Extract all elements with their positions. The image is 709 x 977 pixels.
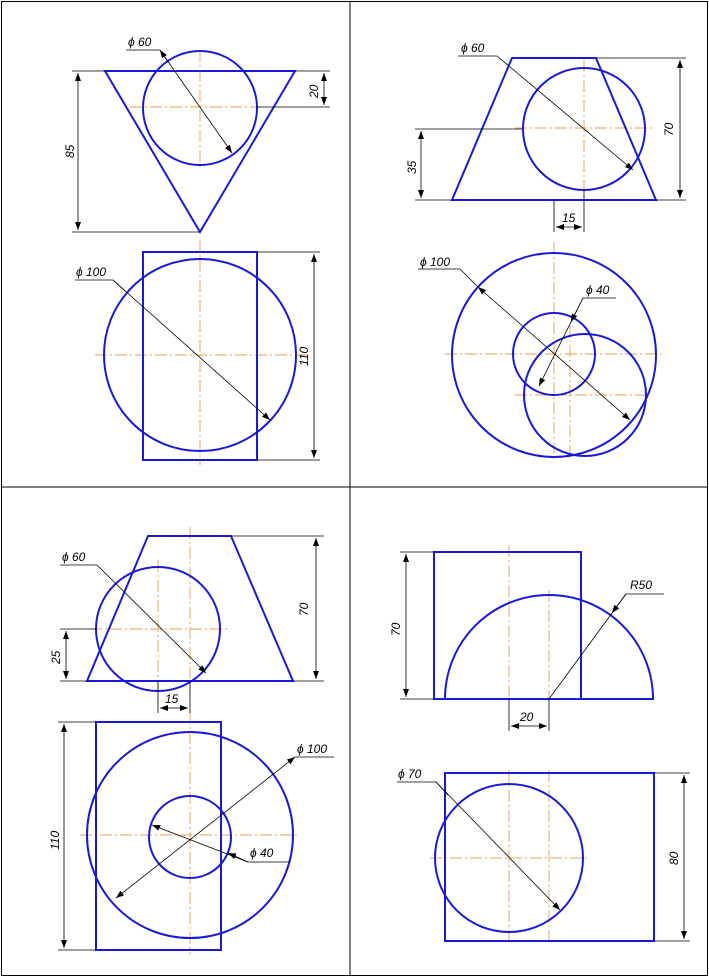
dimension-70 [231,536,324,681]
label-15: 15 [562,211,576,225]
dimension-80 [654,773,690,941]
label-110: 110 [48,830,62,850]
dimension-25 [49,629,96,681]
label-phi40: ϕ 40 [250,846,274,860]
dimension-phi60 [60,550,206,673]
label-85: 85 [63,144,77,158]
dimension-phi100 [116,742,334,898]
view-4 [389,545,690,941]
dimension-15 [554,190,584,232]
centerlines [95,50,310,465]
label-80: 80 [667,851,681,865]
label-phi60: ϕ 60 [128,35,152,49]
dimension-85 [63,71,200,232]
label-20: 20 [307,84,321,98]
label-20: 20 [520,710,534,724]
label-phi60: ϕ 60 [461,41,485,55]
label-15: 15 [165,692,179,706]
sphere-circle [143,51,257,165]
label-70: 70 [662,122,676,136]
dimension-35 [405,129,522,200]
label-phi70: ϕ 70 [398,767,422,781]
label-R50: R50 [630,578,653,592]
label-phi100: ϕ 100 [420,255,451,269]
label-35: 35 [405,160,419,174]
label-70: 70 [389,622,403,636]
label-25: 25 [49,650,63,664]
prism-rectangle [434,552,581,699]
view-1 [63,35,330,465]
dimension-70 [596,58,686,200]
dimension-110 [257,252,320,460]
view-2 [405,41,686,460]
sheet-frame [2,2,708,976]
dimension-20 [509,699,549,731]
label-phi100: ϕ 100 [297,742,328,756]
label-phi100: ϕ 100 [76,265,107,279]
base-rectangle [445,773,654,941]
dimension-phi60 [458,41,633,170]
label-70: 70 [297,602,311,616]
centerlines [445,60,663,460]
dimension-20 [256,71,330,107]
centerlines [80,527,298,955]
dimension-70 [389,552,434,699]
label-phi40: ϕ 40 [586,283,610,297]
view-3 [48,527,334,955]
dimension-110 [48,722,96,950]
label-110: 110 [297,346,311,366]
prism-rectangle [96,722,221,950]
label-phi60: ϕ 60 [62,550,86,564]
centerlines [430,545,590,940]
